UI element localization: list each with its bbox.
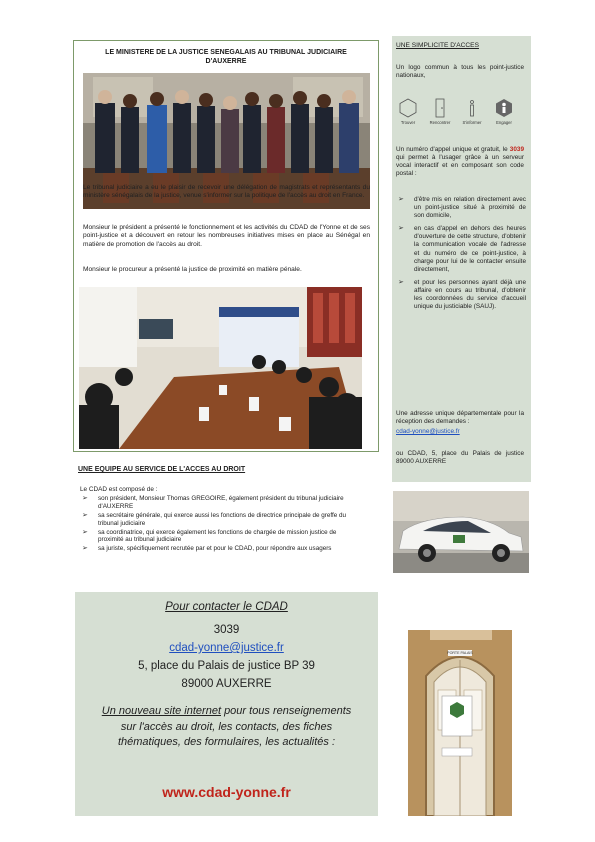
article-paragraph-3: Monsieur le procureur a présenté la justice de proximité en matière pénale. xyxy=(83,266,302,273)
email-intro-text: Une adresse unique départementale pour la réception des demandes : xyxy=(396,410,524,426)
team-item: ➢ sa secrétaire générale, qui exerce aussi les fonctions de directrice principale de greffe du tribunal judiciaire xyxy=(80,512,358,528)
team-item: ➢ son président, Monsieur Thomas GREGOIRE, également président du tribunal judiciaire d'AUXERRE xyxy=(80,495,358,511)
team-intro: Le CDAD est composé de : xyxy=(80,486,158,493)
cdad-car-photo xyxy=(393,491,529,573)
logo-intro-text: Un logo commun à tous les point-justice nationaux, xyxy=(396,64,524,80)
article-title: LE MINISTERE DE LA JUSTICE SENEGALAIS AU TRIBUNAL JUDICIAIRE D'AUXERRE xyxy=(105,49,347,65)
contact-title: Pour contacter le CDAD xyxy=(165,601,288,613)
site-url-link[interactable]: www.cdad-yonne.fr xyxy=(162,784,291,800)
site-link-label[interactable]: Un nouveau site internet xyxy=(101,705,221,717)
person-icon: Engager xyxy=(488,98,520,125)
phone-number: 3039 xyxy=(509,146,524,153)
hexagon-icon: Trouver xyxy=(392,98,424,125)
team-item: ➢ sa juriste, spécifiquement recrutée par et pour le CDAD, pour répondre aux usagers xyxy=(80,545,358,553)
contact-phone: 3039 xyxy=(213,624,240,636)
palais-door-photo xyxy=(408,630,512,816)
door-icon: Rencontrer xyxy=(424,98,456,125)
contact-box xyxy=(75,592,378,816)
benefit-item: ➢ et pour les personnes ayant déjà une affaire en cours au tribunal, d'obtenir les coordonnées du service d'accueil unique du justiciable (SAUJ). xyxy=(396,279,526,311)
sidebar-address: ou CDAD, 5, place du Palais de justice 89000 AUXERRE xyxy=(396,450,524,466)
team-block xyxy=(80,486,358,554)
article-frame xyxy=(73,40,379,452)
benefit-item: ➢ d'être mis en relation directement avec un point-justice situé à proximité de son domicile, xyxy=(396,196,526,220)
meeting-room-photo xyxy=(79,287,362,449)
sidebar-panel xyxy=(392,36,531,482)
door-sign-text: PORTE PALAIS xyxy=(447,651,473,655)
number-benefits-list xyxy=(396,196,526,316)
sidebar-title: UNE SIMPLICITE D'ACCES xyxy=(396,42,479,49)
contact-address-line-1: 5, place du Palais de justice BP 39 xyxy=(138,660,315,672)
team-title: UNE EQUIPE AU SERVICE DE L'ACCES AU DROIT xyxy=(78,466,246,473)
benefit-item: ➢ en cas d'appel en dehors des heures d'ouverture de cette structure, d'obtenir la communication vocale de l'adresse et du numéro de ce point-justice, à charge pour lui de le contacter ensuite directement, xyxy=(396,225,526,274)
info-icon: S'informer xyxy=(456,98,488,125)
point-justice-icons xyxy=(392,98,531,129)
article-paragraph-1: Le tribunal judiciaire a eu le plaisir de recevoir une délégation de magistrats et représentants du ministère sénégalais de la justice, venue s'informer sur la politique de l'accès au droit en France. xyxy=(83,184,370,200)
article-paragraph-2: Monsieur le président a présenté le fonctionnement et les activités du CDAD de l'Yonne et de ses point-justice et a découvert en retour les nombreuses initiatives mises en place au Sénégal en matière de promotion de l'accès au droit. xyxy=(83,224,370,248)
site-description xyxy=(97,704,356,751)
site-description-text: pour tous renseignements sur l'accès au droit, les contacts, des fiches thématiques, des formulaires, les actualités : xyxy=(117,705,352,748)
contact-email-link[interactable]: cdad-yonne@justice.fr xyxy=(169,642,284,654)
team-list xyxy=(80,495,358,553)
sidebar-email-link[interactable]: cdad-yonne@justice.fr xyxy=(396,428,460,435)
team-item: ➢ sa coordinatrice, qui exerce également les fonctions de chargée de mission justice de proximité au tribunal judiciaire xyxy=(80,529,358,545)
contact-address-line-2: 89000 AUXERRE xyxy=(181,678,272,690)
number-text: Un numéro d'appel unique et gratuit, le 3039 qui permet à l'usager grâce à un serveur vocal interactif et en composant son code postal : xyxy=(396,146,524,178)
